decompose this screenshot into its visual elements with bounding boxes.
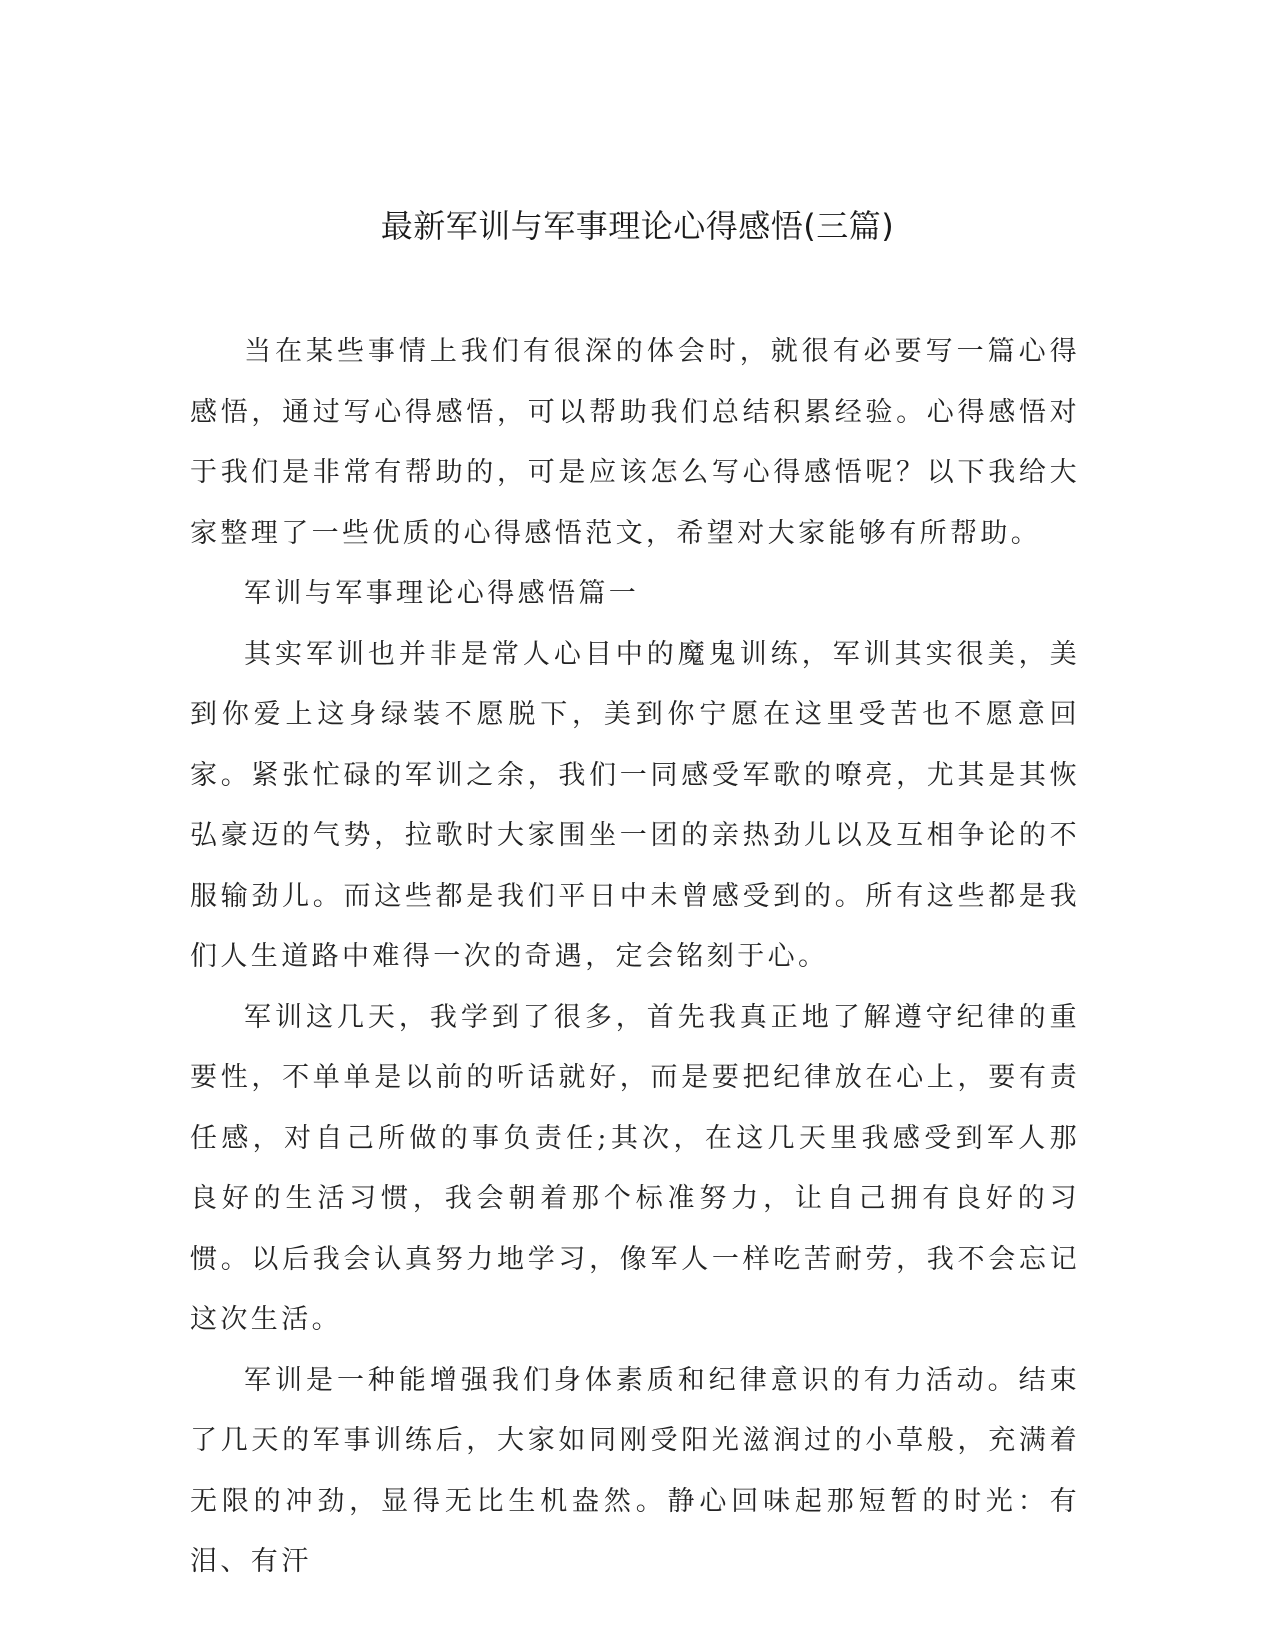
body-paragraph: 其实军训也并非是常人心目中的魔鬼训练，军训其实很美，美到你爱上这身绿装不愿脱下，美到你宁愿在这里受苦也不愿意回家。紧张忙碌的军训之余，我们一同感受军歌的嘹亮，尤其是其恢弘豪迈的气势，拉歌时大家围坐一团的亲热劲儿以及互相争论的不服输劲儿。而这些都是我们平日中未曾感受到的。所有这些都是我们人生道路中难得一次的奇遇，定会铭刻于心。 [190,638,1080,972]
intro-paragraph: 当在某些事情上我们有很深的体会时，就很有必要写一篇心得感悟，通过写心得感悟，可以帮助我们总结积累经验。心得感悟对于我们是非常有帮助的，可是应该怎么写心得感悟呢？以下我给大家整理了一些优质的心得感悟范文，希望对大家能够有所帮助。 [190,336,1080,549]
body-paragraph: 军训这几天，我学到了很多，首先我真正地了解遵守纪律的重要性，不单单是以前的听话就好，而是要把纪律放在心上，要有责任感，对自己所做的事负责任;其次，在这几天里我感受到军人那良好的生活习惯，我会朝着那个标准努力，让自己拥有良好的习惯。以后我会认真努力地学习，像军人一样吃苦耐劳，我不会忘记这次生活。 [190,1001,1080,1335]
document-title: 最新军训与军事理论心得感悟(三篇) [380,207,895,245]
section-heading: 军训与军事理论心得感悟篇一 [244,578,640,609]
document-body [190,322,1080,1593]
body-paragraph: 军训是一种能增强我们身体素质和纪律意识的有力活动。结束了几天的军事训练后，大家如同刚受阳光滋润过的小草般，充满着无限的冲劲，显得无比生机盎然。静心回味起那短暂的时光：有泪、有汗 [190,1364,1080,1577]
